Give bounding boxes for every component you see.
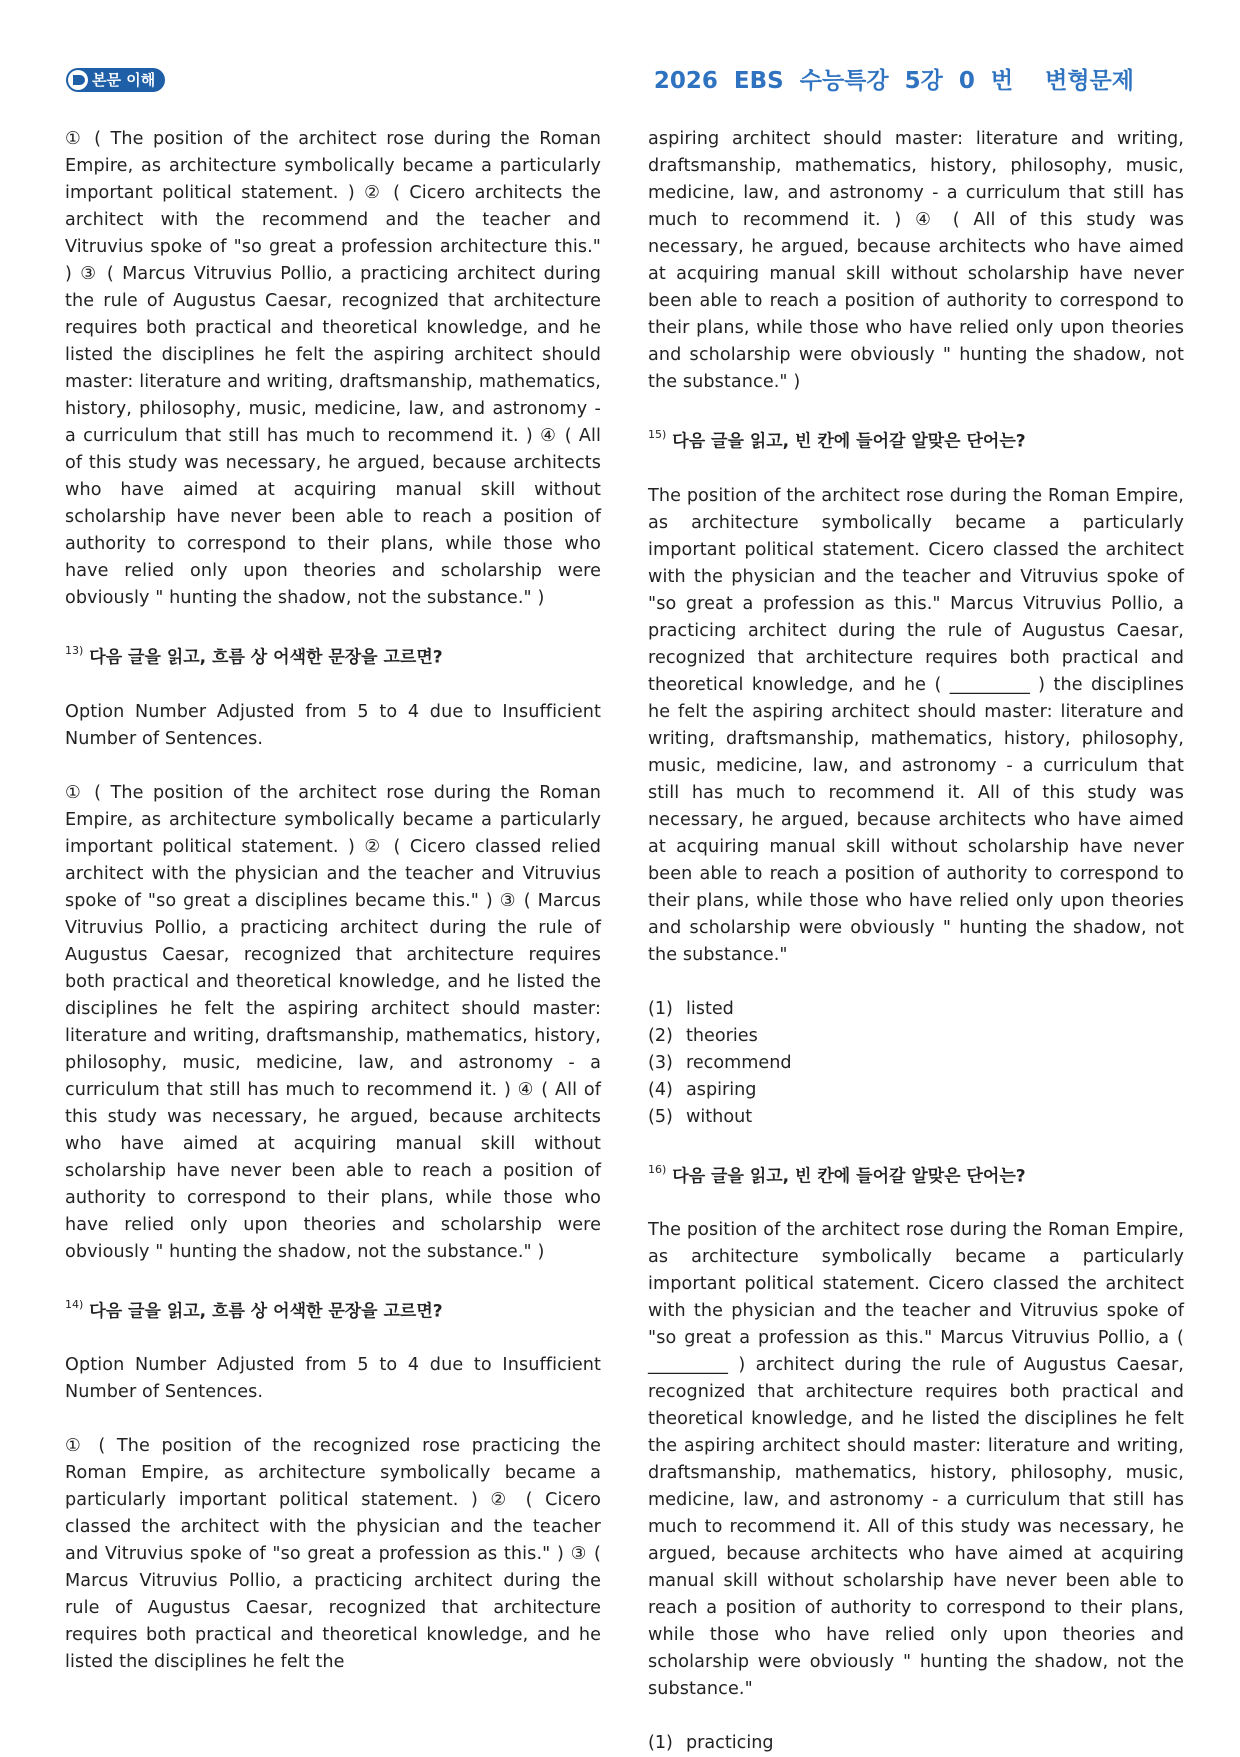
option-item[interactable]: (3) recommend (648, 1052, 792, 1073)
option-item[interactable]: (4) aspiring (648, 1079, 757, 1100)
question-16-options (648, 1730, 1184, 1757)
question-14-heading (65, 1293, 601, 1326)
question-14-note: Option Number Adjusted from 5 to 4 due to Insufficient Number of Sentences. (65, 1355, 601, 1403)
option-item[interactable]: (1) listed (648, 998, 734, 1019)
question-13-number: 13) (65, 644, 84, 657)
option-item[interactable]: (2) theories (648, 1025, 758, 1046)
right-column (648, 126, 1184, 1757)
question-15-number: 15) (648, 428, 667, 441)
half-circle-icon (68, 70, 88, 90)
question-16-heading (648, 1158, 1184, 1191)
option-item[interactable]: (1) practicing (648, 1733, 774, 1754)
option-item[interactable]: (5) without (648, 1106, 753, 1127)
question-14-passage-continued: aspiring architect should master: literature and writing, draftsmanship, mathematics, history, philosophy, music, medicine, law, and astronomy - a curriculum that still has much to recommend it. ) ④ ( All of this study was necessary, he argued, because architects who have aimed at acquiring manual skill without scholarship have never been able to reach a position of authority to correspond to their plans, while those who have relied only upon theories and scholarship were obviously " hunting the shadow, not the substance." ) (648, 129, 1184, 392)
question-13-text: 다음 글을 읽고, 흐름 상 어색한 문장을 고르면? (89, 647, 443, 668)
question-13-passage: ① ( The position of the architect rose during the Roman Empire, as architecture symbolically became a particularly important political statement. ) ② ( Cicero classed relied architect with the physician and the teacher and Vitruvius spoke of "so great a disciplines became this." ) ③ ( Marcus Vitruvius Pollio, a practicing architect during the rule of Augustus Caesar, recognized that architecture requires both practical and theoretical knowledge, and he listed the disciplines he felt the aspiring architect should master: literature and writing, draftsmanship, mathematics, history, philosophy, music, medicine, law, and astronomy - a curriculum that still has much to recommend it. ) ④ ( All of this study was necessary, he argued, because architects who have aimed at acquiring manual skill without scholarship have never been able to reach a position of authority to correspond to their plans, while those who have relied only upon theories and scholarship were obviously " hunting the shadow, not the substance." ) (65, 782, 601, 1262)
section-badge (66, 68, 165, 92)
question-13-heading (65, 639, 601, 672)
question-16-number: 16) (648, 1162, 667, 1176)
left-column (65, 126, 601, 1676)
question-14-number: 14) (65, 1297, 84, 1311)
question-15-text: 다음 글을 읽고, 빈 칸에 들어갈 알맞은 단어는? (672, 431, 1026, 452)
question-16-passage: The position of the architect rose during the Roman Empire, as architecture symbolically became a particularly important political statement. Cicero classed the architect with the physician and the teacher and Vitruvius spoke of "so great a profession as this." Marcus Vitruvius Pollio, a ( _________ ) architect during the rule of Augustus Caesar, recognized that architecture requires both practical and theoretical knowledge, and he listed the disciplines he felt the aspiring architect should master: literature and writing, draftsmanship, mathematics, history, philosophy, music, medicine, law, and astronomy - a curriculum that still has much to recommend it. All of this study was necessary, he argued, because architects who have aimed at acquiring manual skill without scholarship have never been able to reach a position of authority to correspond to their plans, while those who have relied only upon theories and scholarship were obviously " hunting the shadow, not the substance." (648, 1220, 1184, 1700)
question-15-passage: The position of the architect rose during the Roman Empire, as architecture symbolically became a particularly important political statement. Cicero classed the architect with the physician and the teacher and Vitruvius spoke of "so great a profession as this." Marcus Vitruvius Pollio, a practicing architect during the rule of Augustus Caesar, recognized that architecture requires both practical and theoretical knowledge, and he ( _________ ) the disciplines he felt the aspiring architect should master: literature and writing, draftsmanship, mathematics, history, philosophy, music, medicine, law, and astronomy - a curriculum that still has much to recommend it. All of this study was necessary, he argued, because architects who have aimed at acquiring manual skill without scholarship have never been able to reach a position of authority to correspond to their plans, while those who have relied only upon theories and scholarship were obviously " hunting the shadow, not the substance." (648, 485, 1184, 965)
passage-continued: ① ( The position of the architect rose during the Roman Empire, as architecture symbolically became a particularly important political statement. ) ② ( Cicero architects the architect with the recommend and the teacher and Vitruvius spoke of "so great a profession architecture this." ) ③ ( Marcus Vitruvius Pollio, a practicing architect during the rule of Augustus Caesar, recognized that architecture requires both practical and theoretical knowledge, and he listed the disciplines he felt the aspiring architect should master: literature and writing, draftsmanship, mathematics, history, philosophy, music, medicine, law, and astronomy - a curriculum that still has much to recommend it. ) ④ ( All of this study was necessary, he argued, because architects who have aimed at acquiring manual skill without scholarship have never been able to reach a position of authority to correspond to their plans, while those who have relied only upon theories and scholarship were obviously " hunting the shadow, not the substance." ) (65, 129, 601, 608)
document-title: 2026 EBS 수능특강 5강 0 번 변형문제 (653, 68, 1134, 94)
question-16-text: 다음 글을 읽고, 빈 칸에 들어갈 알맞은 단어는? (672, 1166, 1026, 1187)
question-13-note: Option Number Adjusted from 5 to 4 due to Insufficient Number of Sentences. (65, 701, 601, 749)
question-15-options (648, 996, 1184, 1131)
question-15-heading (648, 423, 1184, 456)
question-14-text: 다음 글을 읽고, 흐름 상 어색한 문장을 고르면? (89, 1301, 443, 1322)
section-badge-label: 본문 이해 (92, 71, 156, 89)
question-14-passage: ① ( The position of the recognized rose practicing the Roman Empire, as architecture symbolically became a particularly important political statement. ) ② ( Cicero classed the architect with the physician and the teacher and Vitruvius spoke of "so great a profession as this." ) ③ ( Marcus Vitruvius Pollio, a practicing architect during the rule of Augustus Caesar, recognized that architecture requires both practical and theoretical knowledge, and he listed the disciplines he felt the (65, 1436, 601, 1673)
